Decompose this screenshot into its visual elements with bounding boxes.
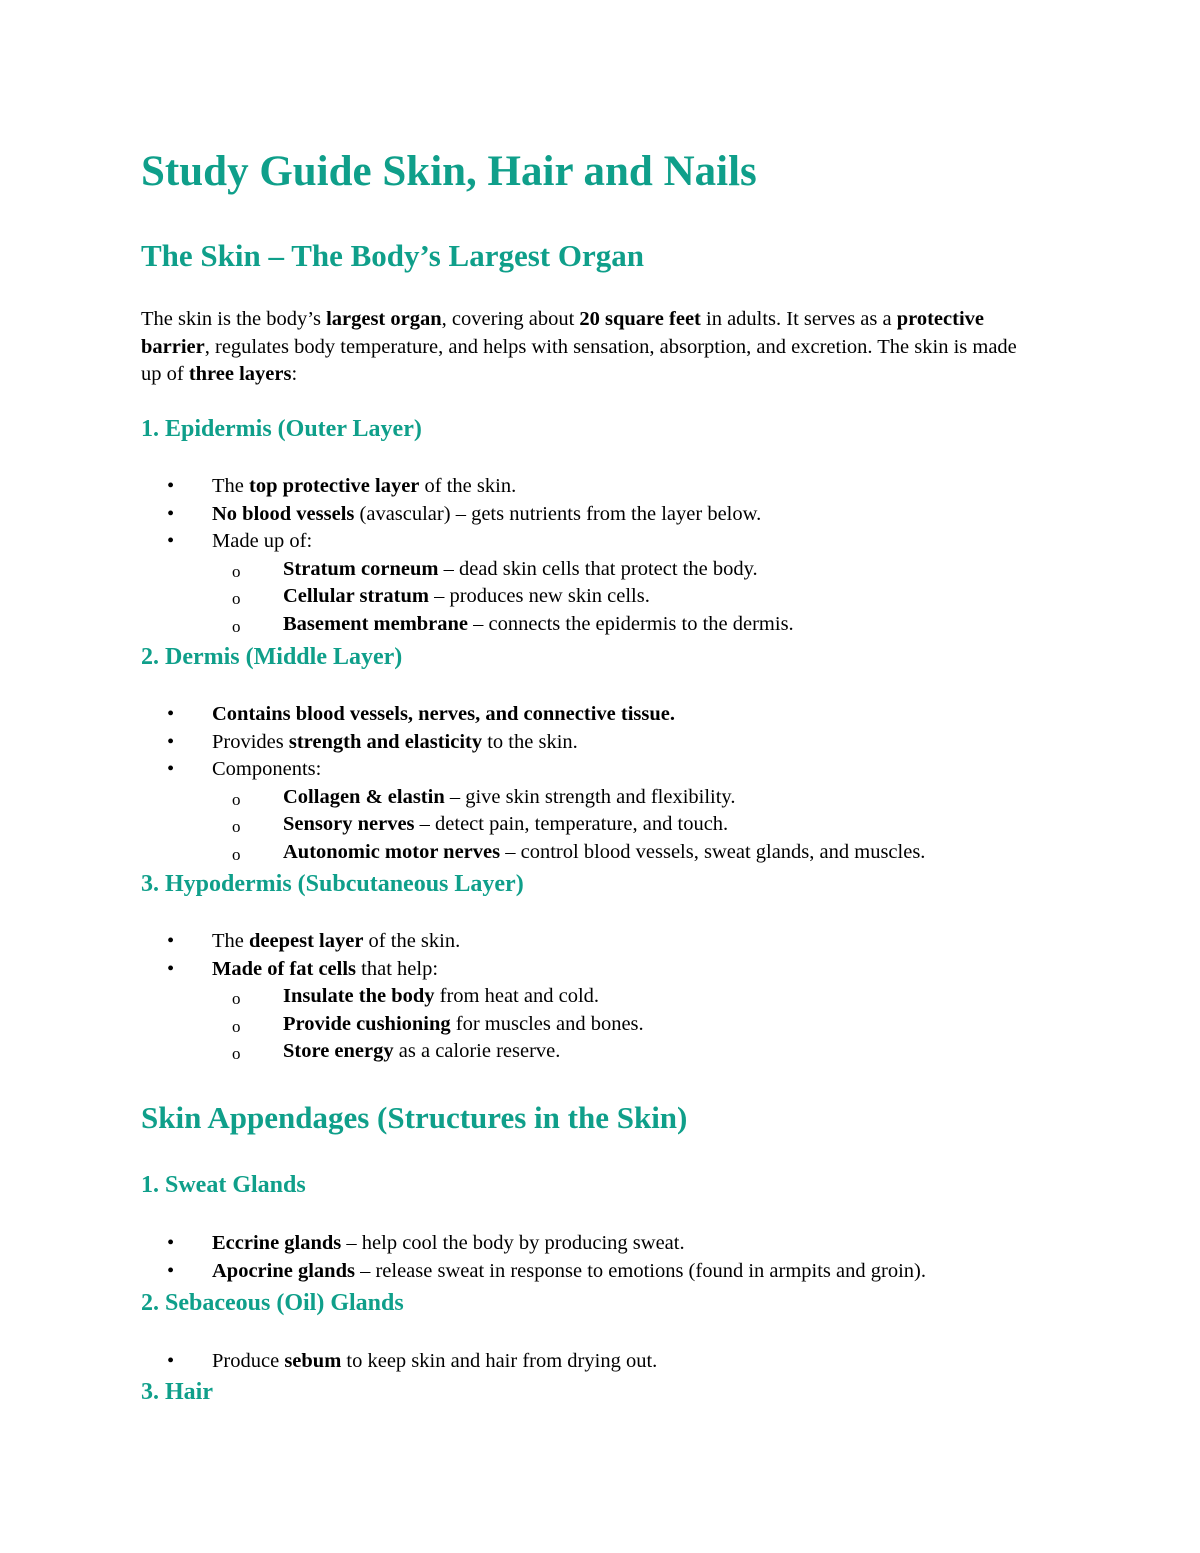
skin-intro-paragraph: The skin is the body’s largest organ, covering about 20 square feet in adults. It serves as a protective barrier, regulates body temperature, and helps with sensation, absorption, and excretion. The skin is made up of three layers: — [141, 308, 1017, 385]
hypodermis-list — [141, 928, 644, 1066]
list-item: • No blood vessels (avascular) – gets nutrients from the layer below. — [141, 501, 794, 529]
sub-list-item: o Sensory nerves – detect pain, temperature, and touch. — [141, 811, 925, 839]
heading-sweat-glands: 1. Sweat Glands — [141, 1172, 306, 1198]
sub-list-item: o Basement membrane – connects the epidermis to the dermis. — [141, 611, 794, 639]
document-title: Study Guide Skin, Hair and Nails — [141, 148, 757, 195]
list-item: • Apocrine glands – release sweat in response to emotions (found in armpits and groin). — [141, 1258, 926, 1286]
heading-sebaceous-glands: 2. Sebaceous (Oil) Glands — [141, 1290, 404, 1316]
sub-list-item: o Stratum corneum – dead skin cells that protect the body. — [141, 556, 794, 584]
sweat-glands-list — [141, 1230, 926, 1285]
section-heading-skin: The Skin – The Body’s Largest Organ — [141, 238, 644, 273]
epidermis-sublist — [212, 556, 794, 639]
list-item: • Produce sebum to keep skin and hair from drying out. — [141, 1348, 657, 1376]
list-item: • Components: o Collagen & elastin – give skin strength and flexibility. o Sensory nerves – detect pain, temperature, and touch. o Autonomic motor nerves – control blood vessels, sweat glands, and muscles. — [141, 756, 925, 866]
dermis-sublist — [212, 784, 925, 867]
sub-list-item: o Autonomic motor nerves – control blood vessels, sweat glands, and muscles. — [141, 839, 925, 867]
sub-list-item: o Provide cushioning for muscles and bones. — [141, 1011, 644, 1039]
list-item: • Contains blood vessels, nerves, and connective tissue. — [141, 701, 925, 729]
list-item: • Provides strength and elasticity to the skin. — [141, 729, 925, 757]
list-item: • The deepest layer of the skin. — [141, 928, 644, 956]
sebaceous-list — [141, 1348, 657, 1376]
section-heading-appendages: Skin Appendages (Structures in the Skin) — [141, 1100, 688, 1135]
sub-list-item: o Cellular stratum – produces new skin cells. — [141, 583, 794, 611]
sub-list-item: o Insulate the body from heat and cold. — [141, 983, 644, 1011]
epidermis-list — [141, 473, 794, 638]
heading-epidermis: 1. Epidermis (Outer Layer) — [141, 416, 422, 442]
heading-dermis: 2. Dermis (Middle Layer) — [141, 644, 403, 670]
sub-list-item: o Store energy as a calorie reserve. — [141, 1038, 644, 1066]
dermis-list — [141, 701, 925, 866]
list-item: • Made of fat cells that help: o Insulate the body from heat and cold. o Provide cushioning for muscles and bones. o Store energy as a calorie reserve. — [141, 956, 644, 1066]
heading-hair: 3. Hair — [141, 1379, 213, 1405]
list-item: • The top protective layer of the skin. — [141, 473, 794, 501]
heading-hypodermis: 3. Hypodermis (Subcutaneous Layer) — [141, 871, 524, 897]
list-item: • Made up of: o Stratum corneum – dead skin cells that protect the body. o Cellular stratum – produces new skin cells. o Basement membrane – connects the epidermis to the dermis. — [141, 528, 794, 638]
sub-list-item: o Collagen & elastin – give skin strength and flexibility. — [141, 784, 925, 812]
hypodermis-sublist — [212, 983, 644, 1066]
list-item: • Eccrine glands – help cool the body by producing sweat. — [141, 1230, 926, 1258]
